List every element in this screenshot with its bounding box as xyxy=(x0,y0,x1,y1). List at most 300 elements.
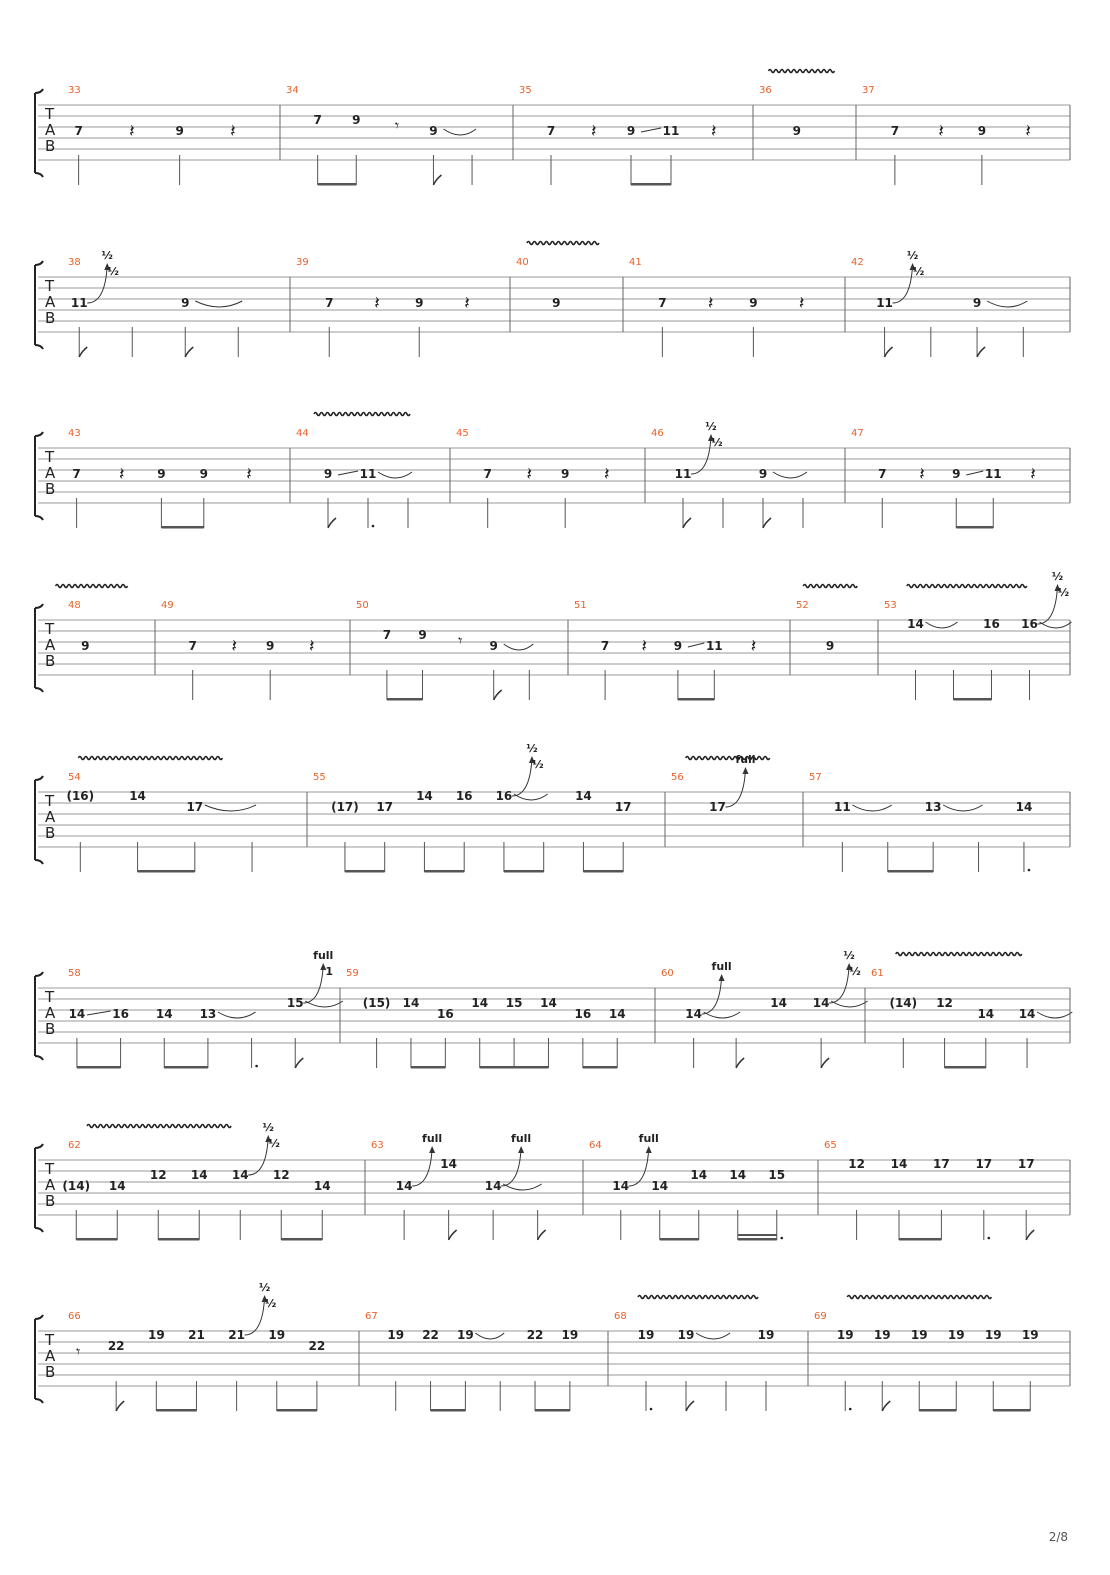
measure xyxy=(286,85,476,186)
measure xyxy=(862,85,1031,185)
beam xyxy=(76,1238,117,1241)
fret-number: 14 xyxy=(402,996,420,1010)
bend-arrow xyxy=(248,1137,268,1175)
fret-number: 19 xyxy=(387,1328,405,1342)
bend-amount: full xyxy=(511,1132,532,1145)
fret-number: 14 xyxy=(540,996,557,1010)
system-bracket xyxy=(35,776,43,864)
tie-arc xyxy=(926,622,958,628)
measure-number: 68 xyxy=(614,1311,627,1322)
measure xyxy=(356,600,533,701)
measure-number: 60 xyxy=(661,968,674,979)
beam xyxy=(164,1066,208,1069)
vibrato-mark xyxy=(768,70,834,73)
fret-number: (14) xyxy=(62,1179,91,1193)
tab-system xyxy=(35,742,1070,873)
fret-number: 12 xyxy=(149,1168,167,1182)
measure xyxy=(884,570,1072,701)
fret-number: 9 xyxy=(749,296,758,310)
fret-number: 9 xyxy=(952,467,961,481)
bend-arrowhead xyxy=(719,974,725,981)
tab-clef-letter: T xyxy=(45,620,55,638)
tie-arc xyxy=(504,644,534,650)
tab-system xyxy=(35,413,1070,529)
bend-amount: ½ xyxy=(262,1121,274,1134)
fret-number: 17 xyxy=(933,1157,950,1171)
fret-number: (14) xyxy=(889,996,918,1010)
beam xyxy=(161,526,203,529)
fret-number: 7 xyxy=(72,467,81,481)
fret-number: 14 xyxy=(1018,1007,1036,1021)
beam xyxy=(956,526,993,529)
measure xyxy=(629,257,804,357)
beam xyxy=(631,183,671,186)
fret-number: 16 xyxy=(1021,617,1038,631)
tie-arc xyxy=(831,1001,868,1007)
beam xyxy=(411,1066,445,1069)
measure xyxy=(589,1132,785,1241)
tie-arc xyxy=(943,805,982,811)
tab-system xyxy=(35,70,1070,186)
fret-number: 9 xyxy=(157,467,166,481)
tab-clef-letter: B xyxy=(45,1363,56,1381)
slide-line xyxy=(641,128,661,132)
quarter-rest: 𝄽 xyxy=(464,293,470,314)
bend-arrow xyxy=(893,265,913,303)
measure-number: 65 xyxy=(824,1140,837,1151)
measure-number: 38 xyxy=(68,257,81,268)
measure xyxy=(671,753,770,814)
measure xyxy=(68,1281,325,1412)
measure xyxy=(313,742,632,873)
note-flag xyxy=(538,1230,546,1240)
quarter-rest: 𝄽 xyxy=(246,464,252,485)
fret-number: 21 xyxy=(228,1328,245,1342)
fret-number: 14 xyxy=(890,1157,908,1171)
quarter-rest: 𝄽 xyxy=(129,121,135,142)
eighth-rest: 𝄾 xyxy=(394,116,400,135)
note-flag xyxy=(295,1058,303,1068)
bend-amount: ½ xyxy=(101,249,113,262)
vibrato-mark xyxy=(847,1296,991,1299)
slide-line xyxy=(966,471,983,475)
quarter-rest: 𝄽 xyxy=(919,464,925,485)
fret-number: 14 xyxy=(977,1007,995,1021)
beam xyxy=(954,698,992,701)
system-bracket xyxy=(35,1315,43,1403)
fret-number: 22 xyxy=(107,1339,125,1353)
beam xyxy=(660,1238,699,1241)
measure-number: 45 xyxy=(456,428,469,439)
fret-number: 21 xyxy=(188,1328,205,1342)
tab-clef-letter: B xyxy=(45,824,56,842)
note-flag xyxy=(977,347,985,357)
beam xyxy=(919,1409,956,1412)
beam xyxy=(899,1238,941,1241)
measure-number: 43 xyxy=(68,428,81,439)
fret-number: 19 xyxy=(984,1328,1002,1342)
measure-number: 49 xyxy=(161,600,174,611)
tie-arc xyxy=(773,472,807,478)
fret-number: 11 xyxy=(984,467,1002,481)
measure-number: 66 xyxy=(68,1311,81,1322)
tab-system xyxy=(35,1121,1070,1241)
beam xyxy=(431,1409,466,1412)
tie-arc xyxy=(704,1012,741,1018)
fret-number: 17 xyxy=(975,1157,993,1171)
note-flag xyxy=(494,690,502,700)
fret-number: 19 xyxy=(268,1328,286,1342)
fret-number: 14 xyxy=(416,789,433,803)
tab-system xyxy=(35,242,1070,358)
eighth-rest: 𝄾 xyxy=(458,631,463,650)
measure-number: 64 xyxy=(589,1140,602,1151)
fret-number: 19 xyxy=(757,1328,775,1342)
quarter-rest: 𝄽 xyxy=(938,121,944,142)
bend-amount: full xyxy=(735,753,756,766)
slide-line xyxy=(688,643,704,647)
measure-number: 54 xyxy=(68,772,81,783)
fret-number: 11 xyxy=(705,639,723,653)
fret-number: 17 xyxy=(1017,1157,1035,1171)
bend-arrow xyxy=(303,965,323,1003)
bend-amount: full xyxy=(711,960,732,973)
beam xyxy=(678,698,714,701)
beam xyxy=(535,1409,570,1412)
fret-number: 9 xyxy=(199,467,208,481)
beam xyxy=(480,1066,549,1069)
tab-clef-letter: T xyxy=(45,792,55,810)
tab-clef-letter: B xyxy=(45,309,56,327)
measure-number: 52 xyxy=(796,600,809,611)
fret-number: 7 xyxy=(382,628,392,642)
fret-number: 14 xyxy=(770,996,787,1010)
bend-amount: ½ xyxy=(1051,570,1064,583)
fret-number: 9 xyxy=(561,467,570,481)
note-flag xyxy=(736,1058,744,1068)
measure xyxy=(809,772,1032,873)
vibrato-mark xyxy=(803,585,857,588)
beam xyxy=(281,1238,322,1241)
fret-number: 22 xyxy=(308,1339,326,1353)
fret-number: 16 xyxy=(436,1007,454,1021)
fret-number: 7 xyxy=(546,124,556,138)
tab-clef-letter: A xyxy=(45,293,56,311)
rhythm-dot xyxy=(1028,869,1031,872)
tab-clef-letter: A xyxy=(45,1347,56,1365)
beam xyxy=(993,1409,1030,1412)
vibrato-mark xyxy=(56,585,128,588)
release-amount: ½ xyxy=(711,436,723,449)
measure-number: 48 xyxy=(68,600,81,611)
system-bracket xyxy=(35,89,43,177)
measure-number: 59 xyxy=(346,968,359,979)
fret-number: 9 xyxy=(418,628,427,642)
fret-number: 12 xyxy=(936,996,953,1010)
fret-number: 9 xyxy=(323,467,333,481)
tab-clef-letter: A xyxy=(45,464,56,482)
page-number: 2/8 xyxy=(1048,1530,1068,1544)
measure xyxy=(456,428,609,528)
fret-number: 9 xyxy=(626,124,636,138)
bend-amount: full xyxy=(313,949,334,962)
bend-arrowhead xyxy=(743,767,749,774)
bend-arrow xyxy=(512,758,532,796)
tie-arc xyxy=(852,805,891,811)
tab-system xyxy=(35,570,1072,701)
quarter-rest: 𝄽 xyxy=(119,464,125,485)
tie-arc xyxy=(475,1333,504,1339)
measure-number: 61 xyxy=(871,968,884,979)
measure xyxy=(759,70,834,139)
quarter-rest: 𝄽 xyxy=(231,636,237,657)
release-amount: ½ xyxy=(912,265,925,278)
tie-arc xyxy=(987,301,1027,307)
measure xyxy=(296,257,470,357)
measure-number: 63 xyxy=(371,1140,384,1151)
system-bracket xyxy=(35,604,43,692)
fret-number: 19 xyxy=(836,1328,854,1342)
beam xyxy=(583,1066,617,1069)
fret-number: 14 xyxy=(612,1179,630,1193)
measure-number: 62 xyxy=(68,1140,81,1151)
measure-number: 37 xyxy=(862,85,875,96)
note-flag xyxy=(885,347,893,357)
measure-number: 46 xyxy=(651,428,664,439)
fret-number: 11 xyxy=(674,467,692,481)
measure-number: 33 xyxy=(68,85,81,96)
tie-arc xyxy=(503,1184,542,1190)
rhythm-dot xyxy=(780,1237,783,1240)
system-bracket xyxy=(35,1144,43,1232)
fret-number: (15) xyxy=(362,996,391,1010)
measure xyxy=(574,600,756,701)
fret-number: 14 xyxy=(690,1168,708,1182)
measure-number: 36 xyxy=(759,85,772,96)
tab-system xyxy=(35,949,1072,1069)
fret-number: 15 xyxy=(768,1168,786,1182)
vibrato-mark xyxy=(78,757,222,760)
bend-arrow xyxy=(1038,586,1058,624)
beam xyxy=(156,1409,196,1412)
fret-number: 17 xyxy=(186,800,204,814)
fret-number: 22 xyxy=(422,1328,439,1342)
vibrato-mark xyxy=(527,242,599,245)
note-flag xyxy=(328,518,336,528)
measure-number: 47 xyxy=(851,428,864,439)
beam xyxy=(277,1409,317,1412)
bend-amount: ½ xyxy=(258,1281,271,1294)
measure xyxy=(661,949,868,1068)
tab-system xyxy=(35,1281,1070,1412)
measure xyxy=(365,1311,578,1412)
tab-clef-letter: A xyxy=(45,1176,56,1194)
measure-number: 44 xyxy=(296,428,309,439)
fret-number: 14 xyxy=(190,1168,208,1182)
tab-clef-letter: B xyxy=(45,480,56,498)
fret-number: 14 xyxy=(729,1168,747,1182)
fret-number: 9 xyxy=(673,639,683,653)
fret-number: 9 xyxy=(489,639,498,653)
note-flag xyxy=(185,347,193,357)
fret-number: 7 xyxy=(890,124,900,138)
release-amount: ½ xyxy=(849,965,861,978)
fret-number: 7 xyxy=(600,639,610,653)
measure-number: 50 xyxy=(356,600,369,611)
fret-number: 9 xyxy=(181,296,190,310)
beam xyxy=(504,870,544,873)
bend-arrowhead xyxy=(518,1146,524,1153)
measure-number: 39 xyxy=(296,257,309,268)
fret-number: 14 xyxy=(313,1179,331,1193)
measure xyxy=(62,1121,330,1241)
measure-number: 35 xyxy=(519,85,532,96)
fret-number: 16 xyxy=(112,1007,129,1021)
fret-number: 7 xyxy=(188,639,197,653)
bend-amount: ½ xyxy=(906,249,919,262)
fret-number: 14 xyxy=(129,789,146,803)
beam xyxy=(345,870,385,873)
fret-number: 19 xyxy=(677,1328,695,1342)
beam xyxy=(138,870,195,873)
fret-number: (17) xyxy=(331,800,359,814)
beam xyxy=(77,1066,121,1069)
beam-16th xyxy=(738,1234,777,1236)
quarter-rest: 𝄽 xyxy=(707,293,714,314)
fret-number: 14 xyxy=(231,1168,249,1182)
quarter-rest: 𝄽 xyxy=(591,121,597,142)
bend-amount: full xyxy=(638,1132,659,1145)
bend-amount: ½ xyxy=(526,742,538,755)
fret-number: 14 xyxy=(1015,800,1033,814)
tab-clef-letter: B xyxy=(45,652,56,670)
rhythm-dot xyxy=(849,1408,852,1411)
fret-number: 16 xyxy=(495,789,513,803)
measure-number: 58 xyxy=(68,968,81,979)
fret-number: 15 xyxy=(505,996,523,1010)
note-flag xyxy=(882,1401,890,1411)
fret-number: 11 xyxy=(359,467,377,481)
tab-clef-letter: A xyxy=(45,808,56,826)
measure-number: 41 xyxy=(629,257,642,268)
measure-number: 53 xyxy=(884,600,897,611)
fret-number: 19 xyxy=(637,1328,655,1342)
quarter-rest: 𝄽 xyxy=(750,636,757,657)
fret-number: 9 xyxy=(825,639,835,653)
measure-number: 69 xyxy=(814,1311,827,1322)
beam xyxy=(158,1238,199,1241)
rhythm-dot xyxy=(255,1065,258,1068)
tie-arc xyxy=(696,1333,730,1339)
fret-number: 9 xyxy=(266,639,275,653)
fret-number: 9 xyxy=(175,124,184,138)
fret-number: 7 xyxy=(74,124,83,138)
quarter-rest: 𝄽 xyxy=(526,464,532,485)
fret-number: 19 xyxy=(1021,1328,1039,1342)
measure xyxy=(824,1140,1035,1241)
note-flag xyxy=(116,1401,124,1411)
tie-arc xyxy=(378,472,412,478)
system-bracket xyxy=(35,432,43,520)
fret-number: 9 xyxy=(758,467,768,481)
fret-number: 14 xyxy=(685,1007,702,1021)
vibrato-mark xyxy=(314,413,410,416)
fret-number: 14 xyxy=(440,1157,457,1171)
quarter-rest: 𝄽 xyxy=(374,293,380,314)
fret-number: 19 xyxy=(147,1328,165,1342)
rhythm-dot xyxy=(988,1237,991,1240)
vibrato-mark xyxy=(638,1296,758,1299)
release-amount: ½ xyxy=(107,265,119,278)
fret-number: 14 xyxy=(575,789,592,803)
fret-number: 14 xyxy=(68,1007,86,1021)
fret-number: 17 xyxy=(614,800,632,814)
measure xyxy=(68,428,252,529)
bend-amount: ½ xyxy=(705,420,717,433)
measure xyxy=(68,85,236,185)
measure xyxy=(851,428,1036,529)
note-flag xyxy=(821,1058,829,1068)
fret-number: 14 xyxy=(812,996,830,1010)
fret-number: 16 xyxy=(455,789,473,803)
fret-number: 22 xyxy=(526,1328,544,1342)
measure xyxy=(346,968,626,1069)
rhythm-dot xyxy=(650,1408,653,1411)
quarter-rest: 𝄽 xyxy=(798,293,805,314)
tab-clef-letter: T xyxy=(45,988,55,1006)
fret-number: 14 xyxy=(608,1007,626,1021)
fret-number: 9 xyxy=(415,296,424,310)
measure-number: 56 xyxy=(671,772,684,783)
release-amount: ½ xyxy=(264,1297,277,1310)
note-flag xyxy=(433,175,441,185)
tab-clef-letter: B xyxy=(45,1020,56,1038)
measure xyxy=(161,600,314,700)
tab-clef-letter: T xyxy=(45,105,55,123)
fret-number: 11 xyxy=(876,296,893,310)
fret-number: 9 xyxy=(352,113,361,127)
note-flag xyxy=(1026,1230,1034,1240)
quarter-rest: 𝄽 xyxy=(1025,121,1031,142)
fret-number: 14 xyxy=(108,1179,126,1193)
fret-number: 14 xyxy=(155,1007,173,1021)
bend-arrow xyxy=(829,965,849,1003)
tab-clef-letter: A xyxy=(45,636,56,654)
fret-number: 14 xyxy=(907,617,924,631)
fret-number: 9 xyxy=(552,296,561,310)
fret-number: 14 xyxy=(484,1179,502,1193)
fret-number: 11 xyxy=(662,124,680,138)
measure-number: 57 xyxy=(809,772,822,783)
measure xyxy=(519,85,717,186)
tab-clef-letter: T xyxy=(45,1160,55,1178)
release-amount: 1 xyxy=(325,965,334,978)
system-bracket xyxy=(35,972,43,1060)
note-flag xyxy=(449,1230,457,1240)
fret-number: 11 xyxy=(70,296,88,310)
tie-arc xyxy=(205,805,256,811)
fret-number: 13 xyxy=(924,800,942,814)
vibrato-mark xyxy=(896,953,1022,956)
bend-amount: full xyxy=(422,1132,443,1145)
quarter-rest: 𝄽 xyxy=(603,464,610,485)
tie-arc xyxy=(305,1001,343,1007)
measure xyxy=(371,1132,546,1240)
fret-number: 14 xyxy=(471,996,489,1010)
release-amount: ½ xyxy=(532,758,544,771)
system-bracket xyxy=(35,261,43,349)
fret-number: 11 xyxy=(833,800,851,814)
